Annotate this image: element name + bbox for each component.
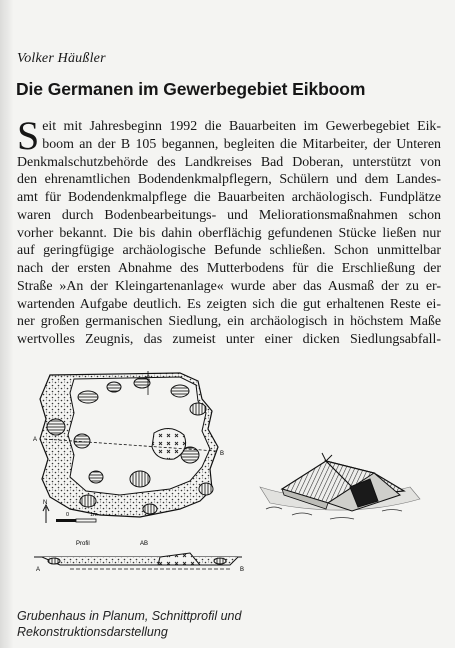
label-c: C [146,376,151,382]
scale-1m: 1m [90,512,98,518]
body-line: auf geringfügige archäologische Befunde schließen. Schon unmittelbar [17,243,441,259]
plan-view [33,371,224,517]
body-line: ner großen germanischen Siedlung, ein archäologisch in höchstem Maße [17,314,441,330]
reconstruction-drawing [260,453,420,519]
article-title: Die Germanen im Gewerbegebiet Eikboom [16,79,366,99]
body-line: wertvolles Zeugnis, das zumeist unter einer dicken Siedlungsabfall- [17,332,441,347]
body-line: eit mit Jahresbeginn 1992 die Bauarbeiten im Gewerbegebiet Eik- [42,119,441,134]
body-line: wartenden Aufgabe deutlich. Es zeigten sich die gut erhaltenen Reste ei- [17,296,441,312]
profile-label-b: B [240,567,245,573]
caption-line-1: Grubenhaus in Planum, Schnittprofil und [17,609,242,623]
scan-shadow [0,0,14,648]
pit-house-figure [30,369,450,609]
body-line: Denkmalschutzbehörde des Landkreises Bad Doberan, unterstützt von [17,154,441,170]
scale-0: 0 [66,512,70,518]
body-line: Straße »An der Kleingartenanlage« wurde aber das Ausmaß der zu er- [17,278,441,294]
north-label: N [43,500,48,506]
body-line: den ehrenamtlichen Bodendenkmalpflegern, Schülern und dem Landes- [17,172,441,188]
profil-label: Profil [76,541,90,547]
article-body [17,113,441,349]
profile-label-a: A [36,567,41,573]
body-line: nach der ersten Abnahme des Mutterbodens für die Erschließung der [17,261,441,276]
body-line: amt für Bodendenkmalpflege die Bauarbeiten archäologisch. Fundplätze [17,190,441,205]
figure-caption [17,608,317,640]
profil-ab-label: AB [140,541,149,547]
section-profile [34,541,244,573]
body-line: waren durch Bodenbearbeitungs- und Meliorationsmaßnahmen schon [17,207,441,223]
body-line: vorher bekannt. Die bis dahin oberflächig gefundenen Stücke ließen nur [17,225,441,241]
label-a: A [33,437,38,443]
body-line: boom an der B 105 begannen, begleiten die Mitarbeiter, der Unteren [42,136,441,152]
scale-bar [56,512,98,522]
north-arrow [43,500,49,523]
drop-cap: S [17,113,40,158]
label-b: B [220,451,225,457]
author-name: Volker Häußler [17,51,106,66]
caption-line-2: Rekonstruktionsdarstellung [17,625,168,639]
